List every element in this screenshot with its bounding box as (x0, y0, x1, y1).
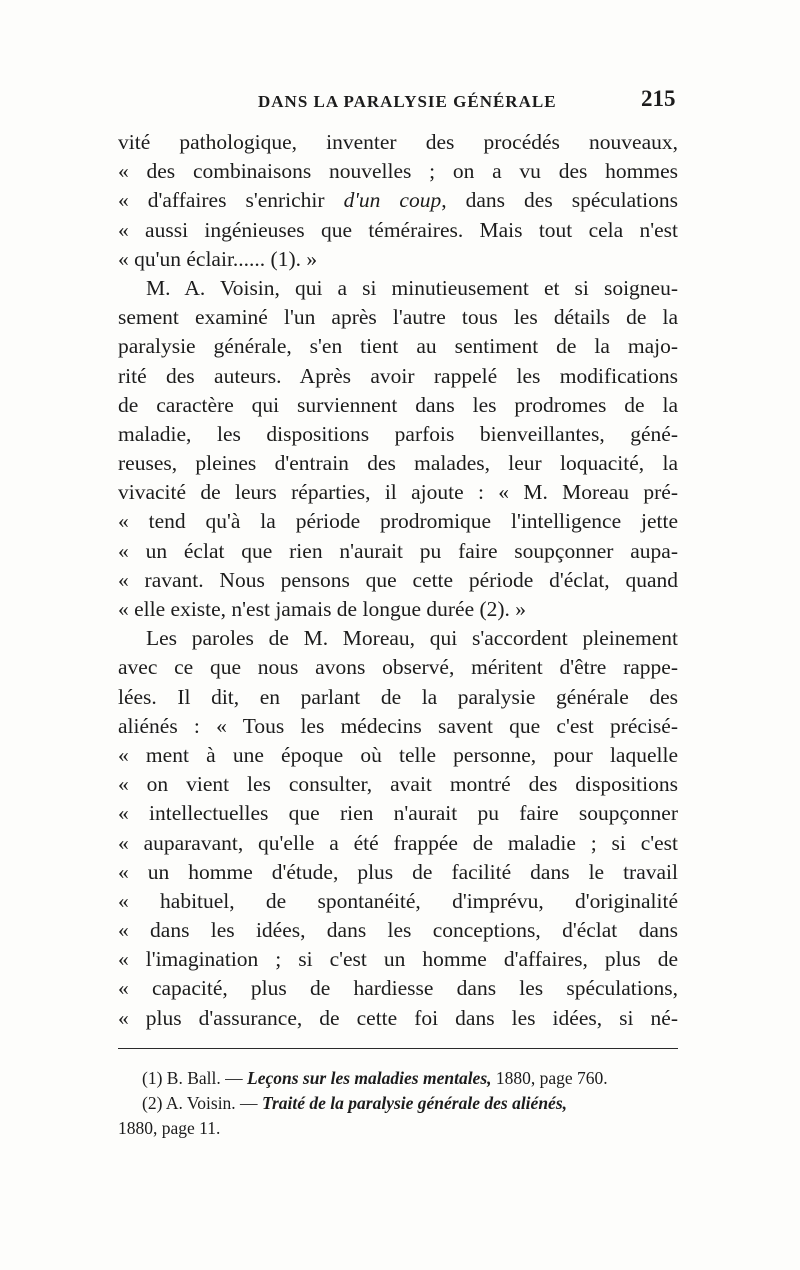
text-line: rité des auteurs. Après avoir rappelé les modifications (118, 363, 678, 388)
text-line: « des combinaisons nouvelles ; on a vu des hommes (118, 159, 678, 184)
text-line (118, 186, 678, 215)
text-line: « dans les idées, dans les conceptions, d'éclat dans (118, 918, 678, 943)
footnote-1 (118, 1066, 678, 1091)
paragraph-start: M. A. Voisin, qui a si minutieusement et si soigneu- (146, 275, 678, 300)
footnote-2 (118, 1091, 678, 1116)
footnote-author: (2) A. Voisin. — (142, 1093, 262, 1113)
paragraph-start: Les paroles de M. Moreau, qui s'accordent pleinement (146, 626, 678, 651)
text-line: « aussi ingénieuses que téméraires. Mais tout cela n'est (118, 217, 678, 242)
text-line: paralysie générale, s'en tient au sentiment de la majo- (118, 334, 678, 359)
text-line: « ment à une époque où telle personne, pour laquelle (118, 742, 678, 767)
footnotes (118, 1066, 678, 1141)
text-line: « un éclat que rien n'aurait pu faire soupçonner aupa- (118, 538, 678, 563)
text-line: « un homme d'étude, plus de facilité dans le travail (118, 859, 678, 884)
text-line: de caractère qui surviennent dans les prodromes de la (118, 392, 678, 417)
footnote-title: Leçons sur les maladies mentales, (247, 1068, 492, 1088)
text-line: vivacité de leurs réparties, il ajoute : « M. Moreau pré- (118, 480, 678, 505)
text-line: « l'imagination ; si c'est un homme d'affaires, plus de (118, 947, 678, 972)
text-line: « qu'un éclair...... (1). » (118, 246, 318, 271)
text-line: « elle existe, n'est jamais de longue durée (2). » (118, 597, 527, 621)
text-fragment: , dans des spéculations (441, 188, 678, 213)
footnote-ref: 1880, page 760. (491, 1068, 608, 1088)
text-line: sement examiné l'un après l'autre tous les détails de la (118, 305, 678, 330)
body-text (118, 128, 678, 1033)
text-line: « tend qu'à la période prodromique l'intelligence jette (118, 509, 678, 534)
text-line: « capacité, plus de hardiesse dans les spéculations, (118, 976, 678, 1001)
text-line: maladie, les dispositions parfois bienveillantes, géné- (118, 421, 678, 446)
text-line: « plus d'assurance, de cette foi dans les idées, si né- (118, 1005, 678, 1030)
footnote-2-continuation: 1880, page 11. (118, 1118, 221, 1138)
footnote-author: (1) B. Ball. — (142, 1068, 247, 1088)
footnote-divider (118, 1048, 678, 1049)
text-line: lées. Il dit, en parlant de la paralysie générale des (118, 684, 678, 709)
footnote-title: Traité de la paralysie générale des aliénés, (261, 1093, 567, 1113)
page-number: 215 (641, 86, 676, 111)
text-line: « ravant. Nous pensons que cette période d'éclat, quand (118, 567, 678, 592)
text-fragment: « d'affaires s'enrichir (118, 188, 325, 213)
text-line: « auparavant, qu'elle a été frappée de maladie ; si c'est (118, 830, 678, 855)
text-line: aliénés : « Tous les médecins savent que c'est précisé- (118, 713, 678, 738)
italic-phrase: d'un coup (343, 188, 442, 213)
text-line: « habituel, de spontanéité, d'imprévu, d'originalité (118, 888, 678, 913)
text-line: reuses, pleines d'entrain des malades, leur loquacité, la (118, 451, 678, 476)
text-line: « on vient les consulter, avait montré des dispositions (118, 772, 678, 797)
text-line: avec ce que nous avons observé, méritent d'être rappe- (118, 655, 678, 680)
text-line: « intellectuelles que rien n'aurait pu faire soupçonner (118, 801, 678, 826)
running-title: DANS LA PARALYSIE GÉNÉRALE (258, 92, 557, 111)
text-line: vité pathologique, inventer des procédés nouveaux, (118, 130, 678, 154)
